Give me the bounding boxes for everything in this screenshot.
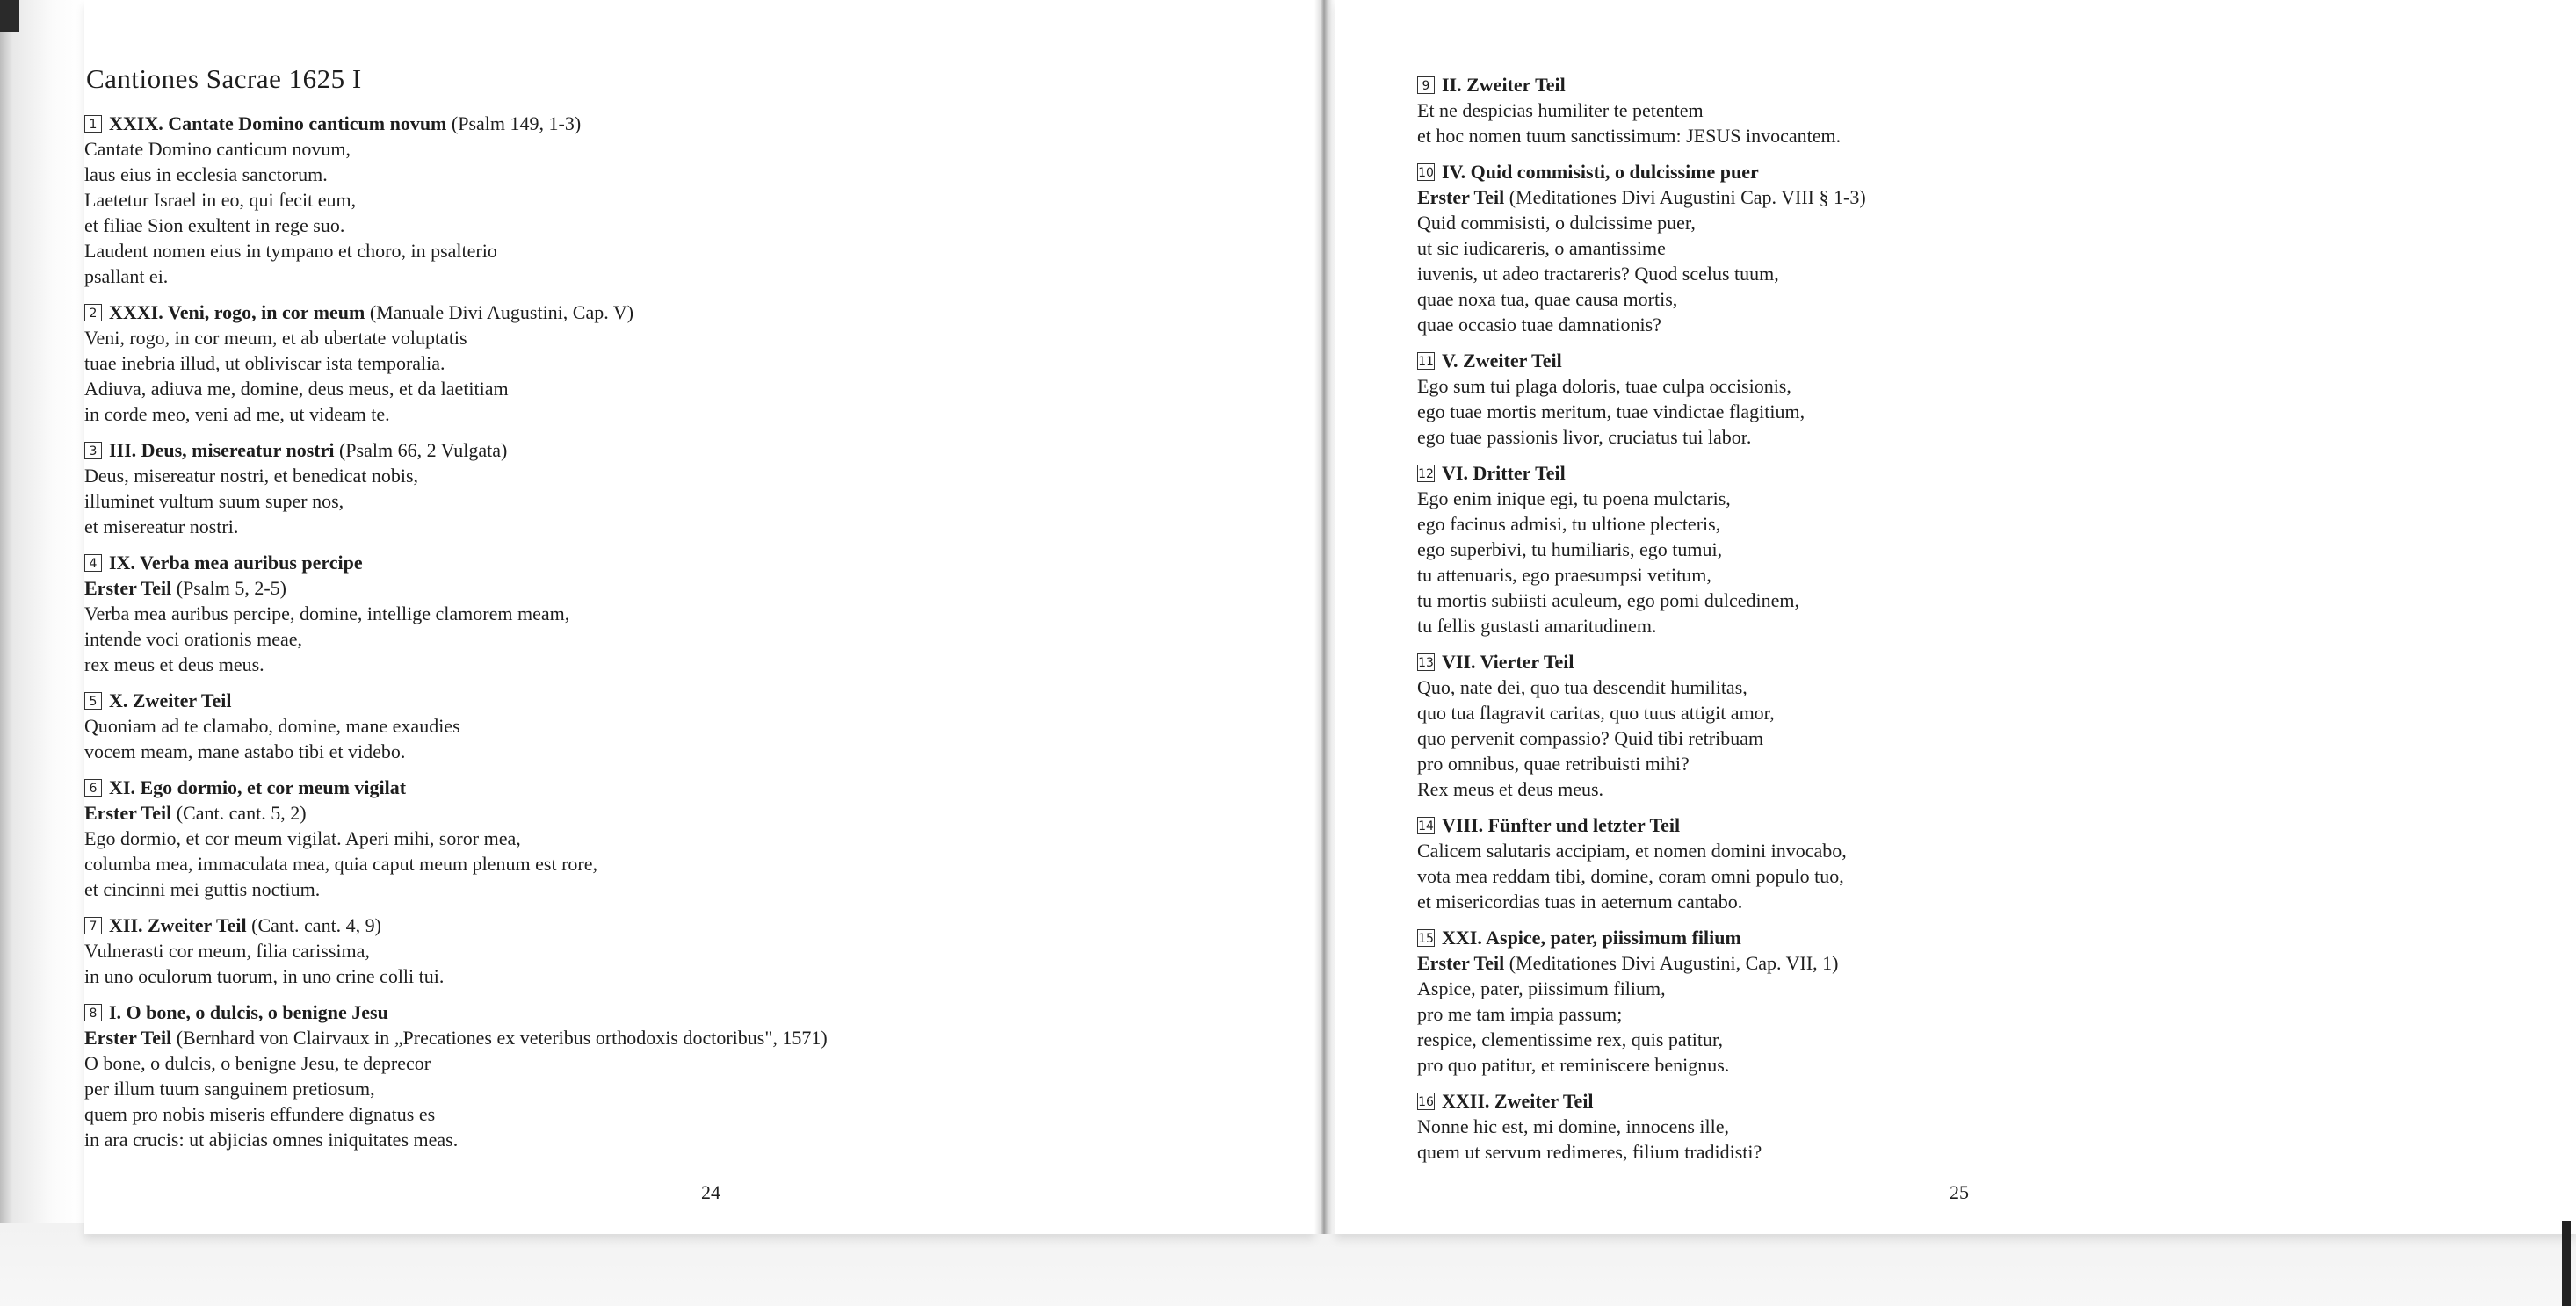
entry-subsource: (Cant. cant. 5, 2) bbox=[171, 802, 307, 824]
entry-subheading-line bbox=[84, 1025, 1226, 1050]
entry-heading-line bbox=[84, 111, 1226, 136]
entry-subheading: Erster Teil bbox=[84, 1027, 172, 1049]
left-entries bbox=[84, 111, 1226, 1163]
entry-heading: XXII. Zweiter Teil bbox=[1442, 1090, 1594, 1112]
text-line: Ego sum tui plaga doloris, tuae culpa occisionis, bbox=[1417, 375, 1791, 397]
text-line: Rex meus et deus meus. bbox=[1417, 778, 1604, 800]
text-line: in uno oculorum tuorum, in uno crine colli tui. bbox=[84, 965, 445, 987]
entry-heading-line bbox=[84, 550, 1226, 575]
track-number-box: 11 bbox=[1417, 352, 1435, 370]
text-line: et cincinni mei guttis noctium. bbox=[84, 878, 321, 900]
text-line: Aspice, pater, piissimum filium, bbox=[1417, 978, 1666, 999]
track-number-box: 12 bbox=[1417, 465, 1435, 482]
entry-heading: VIII. Fünfter und letzter Teil bbox=[1442, 814, 1681, 836]
song-entry bbox=[1417, 460, 2559, 639]
entry-heading: XII. Zweiter Teil bbox=[109, 914, 247, 936]
entry-heading: XXI. Aspice, pater, piissimum filium bbox=[1442, 927, 1741, 949]
entry-subsource: (Meditationes Divi Augustini, Cap. VII, 1) bbox=[1504, 952, 1839, 974]
text-line: pro omnibus, quae retribuisti mihi? bbox=[1417, 753, 1690, 775]
text-line: et hoc nomen tuum sanctissimum: JESUS invocantem. bbox=[1417, 125, 1842, 147]
text-line: tu mortis subiisti aculeum, ego pomi dulcedinem, bbox=[1417, 589, 1800, 611]
text-line: intende voci orationis meae, bbox=[84, 628, 303, 650]
song-entry bbox=[84, 437, 1226, 539]
entry-subheading: Erster Teil bbox=[1417, 186, 1505, 208]
entry-heading-line bbox=[84, 913, 1226, 938]
entry-subheading: Erster Teil bbox=[84, 577, 172, 599]
right-page bbox=[1335, 0, 2576, 1234]
text-line: Et ne despicias humiliter te petentem bbox=[1417, 99, 1704, 121]
scan-right-edge bbox=[2562, 1221, 2571, 1306]
entry-heading-line bbox=[1417, 1088, 2559, 1114]
text-line: tu attenuaris, ego praesumpsi vetitum, bbox=[1417, 564, 1711, 586]
text-line: Deus, misereatur nostri, et benedicat nobis, bbox=[84, 465, 419, 487]
track-number-box: 7 bbox=[84, 917, 102, 934]
track-number-box: 16 bbox=[1417, 1093, 1435, 1110]
entry-source: (Psalm 66, 2 Vulgata) bbox=[334, 439, 508, 461]
page-number-left: 24 bbox=[701, 1181, 720, 1203]
text-line: quo tua flagravit caritas, quo tuus attigit amor, bbox=[1417, 702, 1775, 724]
text-line: ego tuae mortis meritum, tuae vindictae flagitium, bbox=[1417, 400, 1805, 422]
song-entry bbox=[1417, 812, 2559, 914]
track-number-box: 6 bbox=[84, 779, 102, 797]
track-number-box: 8 bbox=[84, 1004, 102, 1021]
text-line: Laudent nomen eius in tympano et choro, in psalterio bbox=[84, 240, 497, 262]
page-number-right: 25 bbox=[1950, 1181, 1969, 1203]
song-entry bbox=[84, 111, 1226, 289]
right-entries bbox=[1417, 72, 2559, 1175]
entry-heading: IV. Quid commisisti, o dulcissime puer bbox=[1442, 161, 1759, 183]
text-line: in ara crucis: ut abjicias omnes iniquitates meas. bbox=[84, 1129, 459, 1151]
text-line: Ego enim inique egi, tu poena mulctaris, bbox=[1417, 487, 1731, 509]
entry-heading-line bbox=[1417, 348, 2559, 373]
entry-heading-line bbox=[84, 688, 1226, 713]
entry-heading-line bbox=[84, 299, 1226, 325]
entry-subheading: Erster Teil bbox=[84, 802, 172, 824]
track-number-box: 14 bbox=[1417, 817, 1435, 834]
entry-subheading: Erster Teil bbox=[1417, 952, 1505, 974]
text-line: Laetetur Israel in eo, qui fecit eum, bbox=[84, 189, 357, 211]
text-line: pro me tam impia passum; bbox=[1417, 1003, 1623, 1025]
book-gutter bbox=[1314, 0, 1335, 1234]
entry-heading-line bbox=[84, 775, 1226, 800]
entry-heading-line bbox=[1417, 72, 2559, 97]
text-line: psallant ei. bbox=[84, 265, 169, 287]
text-line: quem ut servum redimeres, filium tradidisti? bbox=[1417, 1141, 1762, 1163]
song-entry bbox=[84, 775, 1226, 902]
text-line: Quo, nate dei, quo tua descendit humilitas, bbox=[1417, 676, 1747, 698]
song-entry bbox=[84, 913, 1226, 989]
song-entry bbox=[84, 550, 1226, 677]
entry-heading: VI. Dritter Teil bbox=[1442, 462, 1566, 484]
entry-subheading-line bbox=[1417, 950, 2559, 976]
entry-heading-line bbox=[1417, 812, 2559, 838]
track-number-box: 1 bbox=[84, 115, 102, 133]
entry-heading: IX. Verba mea auribus percipe bbox=[109, 552, 363, 574]
text-line: rex meus et deus meus. bbox=[84, 653, 264, 675]
text-line: laus eius in ecclesia sanctorum. bbox=[84, 163, 328, 185]
track-number-box: 9 bbox=[1417, 76, 1435, 94]
song-entry bbox=[84, 999, 1226, 1152]
entry-heading: II. Zweiter Teil bbox=[1442, 74, 1566, 96]
text-line: pro quo patitur, et reminiscere benignus. bbox=[1417, 1054, 1730, 1076]
text-line: Quid commisisti, o dulcissime puer, bbox=[1417, 212, 1696, 234]
text-line: Ego dormio, et cor meum vigilat. Aperi mihi, soror mea, bbox=[84, 827, 521, 849]
text-line: illuminet vultum suum super nos, bbox=[84, 490, 344, 512]
entry-heading: III. Deus, misereatur nostri bbox=[109, 439, 335, 461]
entry-heading-line bbox=[1417, 159, 2559, 184]
entry-heading-line bbox=[84, 999, 1226, 1025]
entry-heading: X. Zweiter Teil bbox=[109, 689, 232, 711]
text-line: in corde meo, veni ad me, ut videam te. bbox=[84, 403, 390, 425]
text-line: ego tuae passionis livor, cruciatus tui labor. bbox=[1417, 426, 1752, 448]
entry-subsource: (Bernhard von Clairvaux in „Precationes ex veteribus orthodoxis doctoribus", 1571) bbox=[171, 1027, 828, 1049]
text-line: Verba mea auribus percipe, domine, intellige clamorem meam, bbox=[84, 602, 570, 624]
track-number-box: 13 bbox=[1417, 653, 1435, 671]
text-line: Adiuva, adiuva me, domine, deus meus, et da laetitiam bbox=[84, 378, 509, 400]
entry-heading: XXXI. Veni, rogo, in cor meum bbox=[109, 301, 365, 323]
entry-heading-line bbox=[84, 437, 1226, 463]
text-line: et misericordias tuas in aeternum cantabo. bbox=[1417, 891, 1743, 913]
scan-left-margin bbox=[0, 0, 84, 1223]
entry-subheading-line bbox=[1417, 184, 2559, 210]
text-line: vocem meam, mane astabo tibi et videbo. bbox=[84, 740, 406, 762]
entry-heading-line bbox=[1417, 460, 2559, 486]
entry-source: (Psalm 149, 1-3) bbox=[446, 112, 582, 134]
text-line: vota mea reddam tibi, domine, coram omni populo tuo, bbox=[1417, 865, 1844, 887]
track-number-box: 15 bbox=[1417, 929, 1435, 947]
text-line: quem pro nobis miseris effundere dignatus es bbox=[84, 1103, 436, 1125]
entry-subsource: (Meditationes Divi Augustini Cap. VIII § 1-3) bbox=[1504, 186, 1866, 208]
text-line: et misereatur nostri. bbox=[84, 516, 239, 538]
entry-subheading-line bbox=[84, 575, 1226, 601]
entry-heading: I. O bone, o dulcis, o benigne Jesu bbox=[109, 1001, 388, 1023]
track-number-box: 2 bbox=[84, 304, 102, 321]
entry-source: (Cant. cant. 4, 9) bbox=[246, 914, 382, 936]
entry-source: (Manuale Divi Augustini, Cap. V) bbox=[365, 301, 634, 323]
song-entry bbox=[1417, 1088, 2559, 1165]
song-entry bbox=[1417, 348, 2559, 450]
entry-heading: XI. Ego dormio, et cor meum vigilat bbox=[109, 776, 407, 798]
track-number-box: 5 bbox=[84, 692, 102, 710]
entry-subsource: (Psalm 5, 2-5) bbox=[171, 577, 286, 599]
text-line: Vulnerasti cor meum, filia carissima, bbox=[84, 940, 370, 962]
song-entry bbox=[1417, 649, 2559, 802]
track-number-box: 4 bbox=[84, 554, 102, 572]
song-entry bbox=[84, 688, 1226, 764]
text-line: tuae inebria illud, ut obliviscar ista temporalia. bbox=[84, 352, 445, 374]
text-line: tu fellis gustasti amaritudinem. bbox=[1417, 615, 1657, 637]
text-line: quo pervenit compassio? Quid tibi retribuam bbox=[1417, 727, 1764, 749]
song-entry bbox=[1417, 159, 2559, 337]
track-number-box: 3 bbox=[84, 442, 102, 459]
text-line: Nonne hic est, mi domine, innocens ille, bbox=[1417, 1115, 1729, 1137]
scan-background bbox=[0, 1223, 2576, 1306]
text-line: per illum tuum sanguinem pretiosum, bbox=[84, 1078, 375, 1100]
text-line: iuvenis, ut adeo tractareris? Quod scelus tuum, bbox=[1417, 263, 1779, 285]
entry-subheading-line bbox=[84, 800, 1226, 826]
text-line: quae noxa tua, quae causa mortis, bbox=[1417, 288, 1678, 310]
text-line: O bone, o dulcis, o benigne Jesu, te deprecor bbox=[84, 1052, 431, 1074]
text-line: ut sic iudicareris, o amantissime bbox=[1417, 237, 1666, 259]
text-line: Cantate Domino canticum novum, bbox=[84, 138, 351, 160]
track-number-box: 10 bbox=[1417, 163, 1435, 181]
left-page bbox=[84, 0, 1314, 1234]
text-line: ego facinus admisi, tu ultione plecteris, bbox=[1417, 513, 1721, 535]
text-line: Calicem salutaris accipiam, et nomen domini invocabo, bbox=[1417, 840, 1847, 862]
text-line: et filiae Sion exultent in rege suo. bbox=[84, 214, 345, 236]
entry-heading-line bbox=[1417, 649, 2559, 675]
entry-heading-line bbox=[1417, 925, 2559, 950]
entry-heading: XXIX. Cantate Domino canticum novum bbox=[109, 112, 447, 134]
text-line: respice, clementissime rex, quis patitur, bbox=[1417, 1028, 1723, 1050]
page-title: Cantiones Sacrae 1625 I bbox=[86, 63, 362, 94]
song-entry bbox=[84, 299, 1226, 427]
song-entry bbox=[1417, 925, 2559, 1078]
text-line: Quoniam ad te clamabo, domine, mane exaudies bbox=[84, 715, 460, 737]
song-entry bbox=[1417, 72, 2559, 148]
text-line: Veni, rogo, in cor meum, et ab ubertate voluptatis bbox=[84, 327, 467, 349]
text-line: ego superbivi, tu humiliaris, ego tumui, bbox=[1417, 538, 1723, 560]
entry-heading: VII. Vierter Teil bbox=[1442, 651, 1574, 673]
text-line: columba mea, immaculata mea, quia caput meum plenum est rore, bbox=[84, 853, 598, 875]
entry-heading: V. Zweiter Teil bbox=[1442, 350, 1562, 372]
text-line: quae occasio tuae damnationis? bbox=[1417, 314, 1661, 336]
